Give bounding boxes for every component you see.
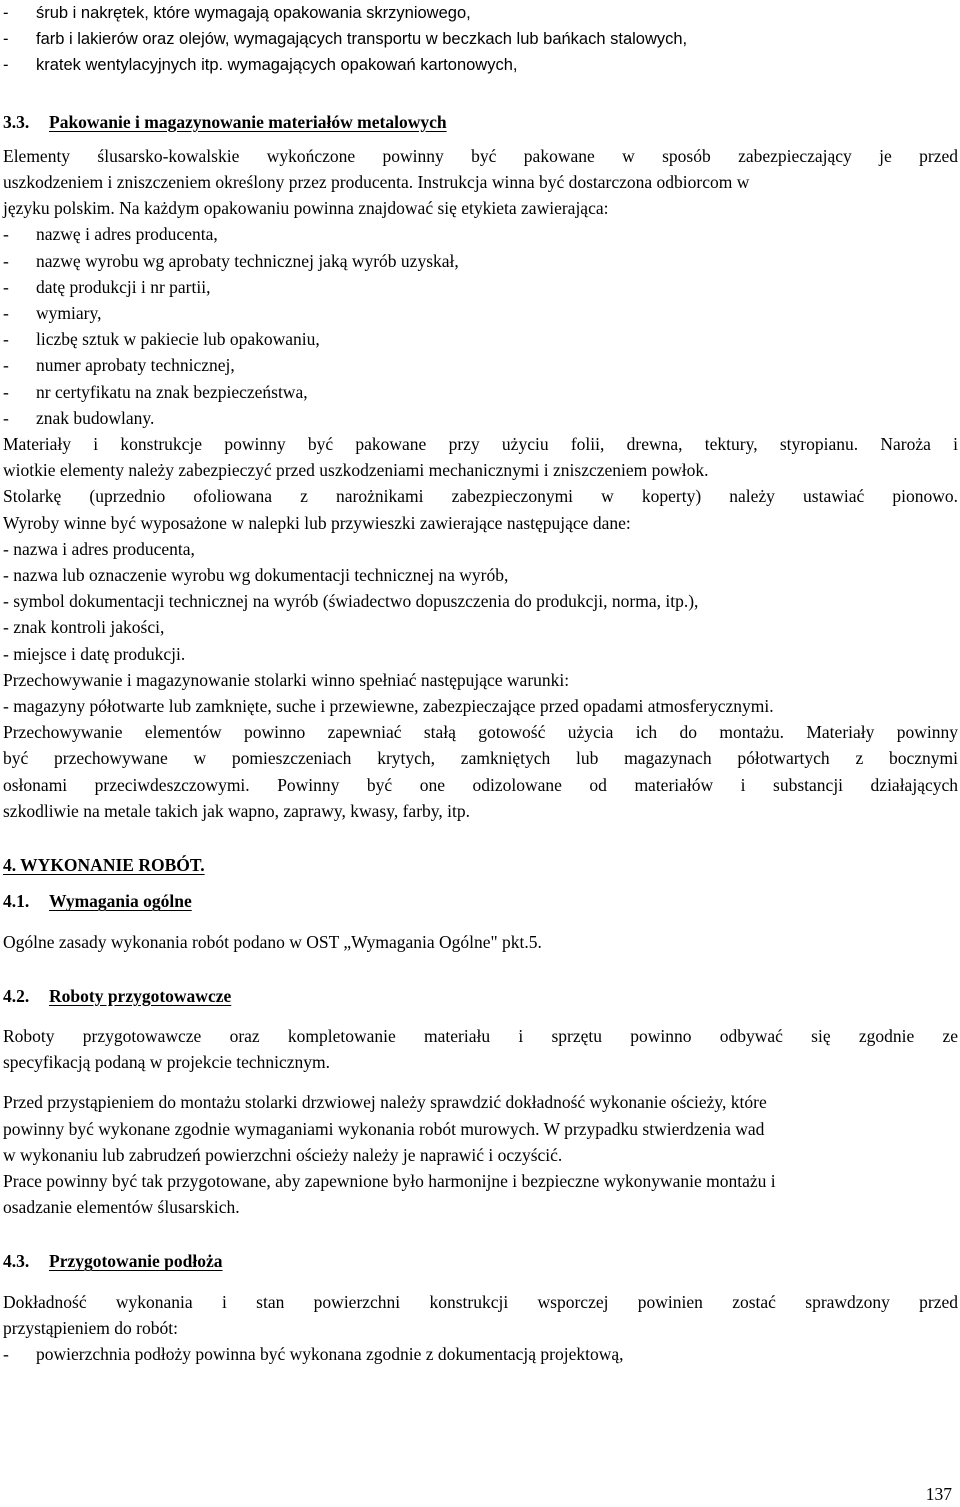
paragraph: Ogólne zasady wykonania robót podano w OST „Wymagania Ogólne" pkt.5. (3, 931, 542, 952)
list-item: - farb i lakierów oraz olejów, wymagających transportu w beczkach lub bańkach stalowych, (3, 30, 688, 49)
section-number: 4.1. (3, 891, 30, 912)
list-item: - znak budowlany. (3, 407, 155, 428)
list-item: - nazwę i adres producenta, (3, 224, 218, 245)
list-item: - powierzchnia podłoży powinna być wykonana zgodnie z dokumentacją projektową, (3, 1343, 624, 1364)
list-item: - datę produkcji i nr partii, (3, 276, 211, 297)
list-item: - miejsce i datę produkcji. (3, 643, 186, 664)
substrate-list (3, 1341, 958, 1367)
section-heading-4-3 (3, 1248, 958, 1274)
section-title: Roboty przygotowawcze (49, 985, 232, 1006)
paragraph: Roboty przygotowawcze oraz kompletowanie materiału i sprzętu powinno odbywać się zgodnie ze specyfikacją podaną w projekcie technicznym. (3, 1025, 958, 1073)
list-item: - śrub i nakrętek, które wymagają opakowania skrzyniowego, (3, 4, 471, 22)
list-item: - nr certyfikatu na znak bezpieczeństwa, (3, 381, 308, 402)
paragraph: Przechowywanie i magazynowanie stolarki winno spełniać następujące warunki: - magazyny półotwarte lub zamknięte, suche i przewiewne, zabezpieczające przed opadami atmosferycznymi. (3, 669, 774, 717)
list-item: - nazwa i adres producenta, (3, 538, 195, 559)
section-title: Przygotowanie podłoża (49, 1251, 223, 1272)
product-data-list (3, 536, 958, 667)
label-list (3, 221, 958, 431)
section-number: 4.2. (3, 985, 30, 1006)
paragraph: Przed przystąpieniem do montażu stolarki drzwiowej należy sprawdzić dokładność wykonanie ościeży, które powinny być wykonane zgodnie wymaganiami wykonania robót murowych. W przypadku stwierdzenia wad w wykonaniu lub zabrudzeń powierzchni ościeży należy je naprawić i oczyścić. Prace powinny być tak przygotowane, aby zapewnione było harmonijne i bezpieczne wykonywanie montażu i osadzanie elementów ślusarskich. (3, 1092, 776, 1218)
paragraph: Dokładność wykonania i stan powierzchni konstrukcji wsporczej powinien zostać sprawdzony przed przystąpieniem do robót: (3, 1291, 958, 1338)
section-number: 3.3. (3, 111, 30, 132)
section-number: 4.3. (3, 1251, 30, 1272)
page-number: 137 (925, 1484, 952, 1504)
list-item: - kratek wentylacyjnych itp. wymagających opakowań kartonowych, (3, 56, 518, 75)
list-item: - wymiary, (3, 303, 102, 324)
list-item: - nazwę wyrobu wg aprobaty technicznej jaką wyrób uzyskał, (3, 250, 459, 271)
list-item: - znak kontroli jakości, (3, 617, 165, 638)
top-list (3, 0, 958, 79)
list-item: - liczbę sztuk w pakiecie lub opakowaniu, (3, 329, 320, 350)
section-title: 4. WYKONANIE ROBÓT. (3, 855, 205, 876)
section-title: Pakowanie i magazynowanie materiałów metalowych (49, 111, 447, 132)
section-heading-4 (3, 852, 958, 878)
paragraph: Elementy ślusarsko-kowalskie wykończone powinny być pakowane w sposób zabezpieczający je przed uszkodzeniem i zniszczeniem określony przez producenta. Instrukcja winna być dostarczona odbiorcom w języku polskim. Na każdym opakowaniu powinna znajdować się etykieta zawierająca: (3, 145, 958, 219)
section-title: Wymagania ogólne (49, 891, 192, 912)
list-item: - nazwa lub oznaczenie wyrobu wg dokumentacji technicznej na wyrób, (3, 565, 509, 586)
paragraph: Materiały i konstrukcje powinny być pakowane przy użyciu folii, drewna, tektury, styropianu. Naroża i wiotkie elementy należy zabezpieczyć przed uszkodzeniami mechanicznymi i zniszczeniem powłok. Stolarkę (uprzednio ofoliowana z narożnikami zabezpieczonymi w koperty) należy ustawiać pionowo. Wyroby winne być wyposażone w nalepki lub przywieszki zawierające następujące dane: (3, 434, 958, 533)
list-item: - symbol dokumentacji technicznej na wyrób (świadectwo dopuszczenia do produkcji, norma, itp.), (3, 591, 699, 612)
list-item: - numer aprobaty technicznej, (3, 355, 235, 376)
section-heading-4-2 (3, 983, 958, 1009)
paragraph: Przechowywanie elementów powinno zapewniać stałą gotowość użycia ich do montażu. Materiały powinny być przechowywane w pomieszczeniach krytych, zamkniętych lub magazynach półotwartych z bocznymi osłonami przeciwdeszczowymi. Powinny być one odizolowane od materiałów i substancji działających szkodliwie na metale takich jak wapno, zaprawy, kwasy, farby, itp. (3, 722, 958, 821)
section-heading-3-3 (3, 109, 958, 135)
document-page (3, 0, 958, 1367)
section-heading-4-1 (3, 888, 958, 914)
